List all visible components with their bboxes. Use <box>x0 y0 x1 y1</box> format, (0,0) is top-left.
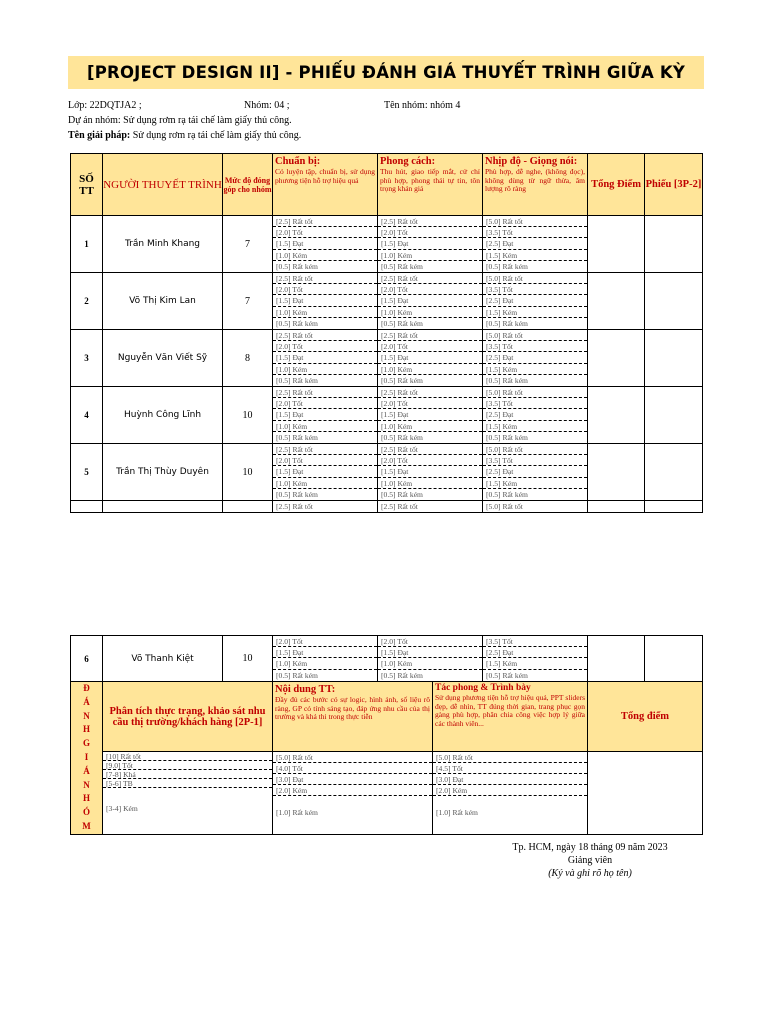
stt-cell: 4 <box>71 387 103 444</box>
option-item[interactable]: [0.5] Rất kém <box>381 432 423 442</box>
option-item[interactable]: [1.0] Kém <box>378 250 482 261</box>
option-item[interactable]: [1.5] Đạt <box>378 238 482 249</box>
presenter-name: Huỳnh Công Lĩnh <box>103 387 223 444</box>
option-item[interactable]: [5.0] Rất tốt <box>483 330 587 341</box>
signature-role: Giảng viên <box>567 855 613 866</box>
option-item[interactable]: [0.5] Rất kém <box>381 318 423 328</box>
option-item[interactable]: [1.5] Đạt <box>273 466 377 477</box>
option-item[interactable]: [2.0] Tốt <box>378 341 482 352</box>
option-item[interactable]: [1.0] Rất kém <box>276 808 318 818</box>
presenter-row <box>71 636 703 682</box>
option-item[interactable]: [2.0] Tốt <box>378 455 482 466</box>
group-evaluation-table <box>70 681 703 835</box>
presenter-row <box>71 273 703 330</box>
option-item[interactable]: [3.5] Tốt <box>483 455 587 466</box>
header-presenter: NGƯỜI THUYẾT TRÌNH <box>103 154 223 216</box>
option-item[interactable]: [0.5] Rất kém <box>486 375 528 385</box>
signature-date: Tp. HCM, ngày 18 tháng 09 năm 2023 <box>512 842 668 853</box>
option-item[interactable]: [5.0] Rất tốt <box>483 273 587 284</box>
option-item[interactable]: [3.5] Tốt <box>483 341 587 352</box>
group-total-cell[interactable] <box>588 752 703 835</box>
presenter-row <box>71 387 703 444</box>
option-item[interactable]: [1.0] Kém <box>273 250 377 261</box>
option-item[interactable]: [3.5] Tốt <box>483 636 587 647</box>
pace-options[interactable] <box>483 444 588 501</box>
stt-cell: 1 <box>71 216 103 273</box>
presenter-row <box>71 216 703 273</box>
option-item[interactable]: [5.0] Rất tốt <box>483 444 587 455</box>
contribution-score: 7 <box>223 273 273 330</box>
option-item[interactable]: [3.5] Tốt <box>483 227 587 238</box>
content-options[interactable] <box>273 752 433 835</box>
stt-cell: 5 <box>71 444 103 501</box>
option-item[interactable]: [2.0] Tốt <box>273 284 377 295</box>
option-item[interactable]: [10] Rất tốt <box>103 752 272 761</box>
option-item[interactable]: [3.5] Tốt <box>483 284 587 295</box>
solution-label: Tên giải pháp: <box>68 130 131 141</box>
option-item[interactable]: [0.5] Rất kém <box>486 432 528 442</box>
presenter-row-partial <box>71 501 703 513</box>
contribution-score: 10 <box>223 387 273 444</box>
option-item[interactable]: [4.0] Tốt <box>273 763 432 774</box>
presenter-name <box>103 501 223 513</box>
contribution-score: 10 <box>223 636 273 682</box>
class-label: Lớp: 22DQTJA2 ; <box>68 100 142 111</box>
presenter-name: Trần Minh Khang <box>103 216 223 273</box>
pace-options[interactable] <box>483 501 588 513</box>
option-item[interactable]: [7-8] Khá <box>103 770 272 779</box>
style-options[interactable] <box>378 330 483 387</box>
option-item[interactable]: [2.5] Rất tốt <box>273 273 377 284</box>
option-item[interactable]: [9.0] Tốt <box>103 761 272 770</box>
option-item[interactable]: [2.5] Đạt <box>483 466 587 477</box>
option-item[interactable]: [2.5] Đạt <box>483 295 587 306</box>
total-cell[interactable] <box>588 501 645 513</box>
option-item[interactable]: [1.5] Kém <box>483 658 587 669</box>
option-item[interactable]: [2.0] Tốt <box>273 455 377 466</box>
style-options[interactable] <box>378 216 483 273</box>
option-item[interactable]: [0.5] Rất kém <box>381 375 423 385</box>
header-analysis: Phân tích thực trạng, khảo sát nhu cầu thị trường/khách hàng [2P-1] <box>103 682 273 752</box>
style-options[interactable] <box>378 501 483 513</box>
header-style: Phong cách: Thu hút, giao tiếp mắt, cử chỉ phù hợp, phong thái tự tin, tôn trọng khán giả <box>378 154 483 216</box>
option-item[interactable]: [4.5] Tốt <box>433 763 587 774</box>
option-item[interactable]: [2.5] Rất tốt <box>378 216 482 227</box>
option-item[interactable]: [1.5] Đạt <box>378 409 482 420</box>
presenter-name: Võ Thị Kim Lan <box>103 273 223 330</box>
option-item[interactable]: [1.0] Kém <box>378 364 482 375</box>
option-item[interactable]: [1.0] Kém <box>273 478 377 489</box>
group-number: Nhóm: 04 ; <box>244 100 290 111</box>
preparation-options[interactable] <box>273 501 378 513</box>
option-item[interactable]: [0.5] Rất kém <box>276 489 318 499</box>
evaluation-table <box>70 153 703 513</box>
option-item[interactable]: [0.5] Rất kém <box>276 375 318 385</box>
presenter-row <box>71 444 703 501</box>
option-item[interactable]: [2.5] Đạt <box>483 647 587 658</box>
contribution-score <box>223 501 273 513</box>
preparation-options[interactable] <box>273 444 378 501</box>
option-item[interactable]: [3.5] Tốt <box>483 398 587 409</box>
presenter-name: Nguyễn Văn Viết Sỹ <box>103 330 223 387</box>
style-options[interactable] <box>378 636 483 682</box>
option-item[interactable]: [3.0] Đạt <box>433 774 587 785</box>
total-cell[interactable] <box>588 636 645 682</box>
option-item[interactable]: [2.5] Rất tốt <box>378 444 482 455</box>
total-cell[interactable] <box>588 444 645 501</box>
presenter-name: Trần Thị Thùy Duyên <box>103 444 223 501</box>
option-item[interactable]: [2.0] Kém <box>273 785 432 796</box>
option-item[interactable]: [2.5] Rất tốt <box>378 330 482 341</box>
option-item[interactable]: [1.0] Kém <box>378 658 482 669</box>
option-item[interactable]: [5.0] Rất tốt <box>486 502 523 511</box>
stt-cell: 6 <box>71 636 103 682</box>
option-item[interactable]: [2.5] Rất tốt <box>276 502 313 511</box>
option-item[interactable]: [2.5] Rất tốt <box>378 273 482 284</box>
analysis-options[interactable] <box>103 752 273 835</box>
ballot-cell[interactable] <box>645 636 703 682</box>
contribution-score: 7 <box>223 216 273 273</box>
header-contribution: Mức độ đóng góp cho nhóm <box>223 154 273 216</box>
option-item[interactable]: [1.0] Kém <box>378 478 482 489</box>
total-cell[interactable] <box>588 273 645 330</box>
total-cell[interactable] <box>588 216 645 273</box>
option-item[interactable]: [0.5] Rất kém <box>276 261 318 271</box>
option-item[interactable]: [2.5] Rất tốt <box>273 444 377 455</box>
option-item[interactable]: [2.5] Rất tốt <box>273 330 377 341</box>
evaluation-table-continued <box>70 635 703 682</box>
option-item[interactable]: [1.0] Kém <box>378 421 482 432</box>
stt-cell: 3 <box>71 330 103 387</box>
ballot-cell[interactable] <box>645 387 703 444</box>
header-group-total: Tổng điểm <box>588 682 703 752</box>
option-item[interactable]: [1.0] Rất kém <box>436 808 478 818</box>
option-item[interactable]: [1.0] Kém <box>378 307 482 318</box>
option-item[interactable]: [0.5] Rất kém <box>381 489 423 499</box>
header-content: Nội dung TT: Đầy đủ các bước có sự logic, hình ảnh, số liệu rõ ràng, GP có tính sáng tạo, đáp ứng nhu cầu của thị trường và khả thi trong thực tiễn <box>273 682 433 752</box>
option-item[interactable]: [0.5] Rất kém <box>486 318 528 328</box>
header-stt: SỐ TT <box>71 154 103 216</box>
option-item[interactable]: [0.5] Rất kém <box>486 261 528 271</box>
group-eval-vertical-label: Đ Á N H G I Á N H Ó M <box>71 682 103 835</box>
option-item[interactable]: [1.0] Kém <box>273 421 377 432</box>
header-total: Tổng Điểm <box>588 154 645 216</box>
preparation-options[interactable] <box>273 273 378 330</box>
option-item[interactable]: [3.0] Đạt <box>273 774 432 785</box>
total-cell[interactable] <box>588 330 645 387</box>
group-header-row <box>71 682 703 752</box>
total-cell[interactable] <box>588 387 645 444</box>
manner-options[interactable] <box>433 752 588 835</box>
option-item[interactable]: [0.5] Rất kém <box>276 318 318 328</box>
option-item[interactable]: [0.5] Rất kém <box>381 670 423 680</box>
contribution-score: 8 <box>223 330 273 387</box>
option-item[interactable]: [1.5] Kém <box>483 364 587 375</box>
contribution-score: 10 <box>223 444 273 501</box>
option-item[interactable]: [1.5] Kém <box>483 478 587 489</box>
option-item[interactable]: [2.5] Đạt <box>483 352 587 363</box>
option-item[interactable]: [2.5] Rất tốt <box>273 387 377 398</box>
group-project: Dự án nhóm: Sử dụng rơm rạ tái chế làm giấy thủ công. <box>68 115 292 126</box>
option-item[interactable]: [1.5] Đạt <box>273 238 377 249</box>
option-item[interactable]: [1.0] Kém <box>273 364 377 375</box>
option-item[interactable]: [1.5] Đạt <box>273 352 377 363</box>
ballot-cell[interactable] <box>645 444 703 501</box>
solution-name <box>68 130 301 141</box>
pace-options[interactable] <box>483 330 588 387</box>
presenter-name: Võ Thanh Kiệt <box>103 636 223 682</box>
preparation-options[interactable] <box>273 387 378 444</box>
stt-cell: 2 <box>71 273 103 330</box>
pace-options[interactable] <box>483 636 588 682</box>
option-item[interactable]: [0.5] Rất kém <box>486 489 528 499</box>
solution-value: Sử dụng rơm rạ tái chế làm giấy thủ công. <box>130 130 302 141</box>
option-item[interactable]: [2.0] Tốt <box>378 227 482 238</box>
option-item[interactable]: [2.0] Tốt <box>378 284 482 295</box>
signature-note: (Ký và ghi rõ họ tên) <box>548 868 632 879</box>
preparation-options[interactable] <box>273 636 378 682</box>
group-options-row <box>71 752 703 835</box>
option-item[interactable]: [2.0] Kém <box>433 785 587 796</box>
option-item[interactable]: [1.5] Đạt <box>273 295 377 306</box>
option-item[interactable]: [5.0] Rất tốt <box>483 387 587 398</box>
option-item[interactable]: [2.0] Tốt <box>273 227 377 238</box>
option-item[interactable]: [2.0] Tốt <box>273 636 377 647</box>
option-item[interactable]: [2.0] Tốt <box>273 398 377 409</box>
stt-cell <box>71 501 103 513</box>
header-ballot: Phiếu [3P-2] <box>645 154 703 216</box>
preparation-options[interactable] <box>273 216 378 273</box>
group-name: Tên nhóm: nhóm 4 <box>384 100 461 111</box>
ballot-cell[interactable] <box>645 501 703 513</box>
option-item[interactable]: [1.5] Đạt <box>378 295 482 306</box>
option-item[interactable]: [1.5] Đạt <box>378 466 482 477</box>
class-info-line <box>68 100 142 111</box>
option-item[interactable]: [1.5] Kém <box>483 250 587 261</box>
header-row <box>71 154 703 216</box>
option-item[interactable]: [2.0] Tốt <box>378 636 482 647</box>
option-item[interactable]: [3-4] Kém <box>106 804 138 814</box>
header-preparation: Chuẩn bị: Có luyện tập, chuẩn bị, sử dụng phương tiện hỗ trợ hiệu quả <box>273 154 378 216</box>
page-title: [PROJECT DESIGN II] - PHIẾU ĐÁNH GIÁ THUYẾT TRÌNH GIỮA KỲ <box>68 56 704 89</box>
option-item[interactable]: [2.5] Rất tốt <box>381 502 418 511</box>
style-options[interactable] <box>378 444 483 501</box>
option-item[interactable]: [1.0] Kém <box>273 658 377 669</box>
option-item[interactable]: [2.5] Rất tốt <box>273 216 377 227</box>
option-item[interactable]: [1.0] Kém <box>273 307 377 318</box>
option-item[interactable]: [2.5] Đạt <box>483 238 587 249</box>
option-item[interactable]: [1.5] Đạt <box>273 409 377 420</box>
option-item[interactable]: [1.5] Kém <box>483 307 587 318</box>
option-item[interactable]: [2.0] Tốt <box>273 341 377 352</box>
option-item[interactable]: [0.5] Rất kém <box>486 670 528 680</box>
option-item[interactable]: [2.5] Đạt <box>483 409 587 420</box>
header-pace-voice: Nhịp độ - Giọng nói: Phù hợp, dễ nghe, (không đọc), không dùng từ ngữ thừa, âm lượng rõ ràng <box>483 154 588 216</box>
pace-options[interactable] <box>483 216 588 273</box>
option-item[interactable]: [1.5] Đạt <box>378 352 482 363</box>
option-item[interactable]: [2.5] Rất tốt <box>378 387 482 398</box>
ballot-cell[interactable] <box>645 273 703 330</box>
pace-options[interactable] <box>483 387 588 444</box>
ballot-cell[interactable] <box>645 216 703 273</box>
style-options[interactable] <box>378 387 483 444</box>
option-item[interactable]: [5.0] Rất tốt <box>273 752 432 763</box>
option-item[interactable]: [1.5] Đạt <box>273 647 377 658</box>
option-item[interactable]: [0.5] Rất kém <box>381 261 423 271</box>
preparation-options[interactable] <box>273 330 378 387</box>
option-item[interactable]: [5.0] Rất tốt <box>433 752 587 763</box>
pace-options[interactable] <box>483 273 588 330</box>
option-item[interactable]: [1.5] Kém <box>483 421 587 432</box>
option-item[interactable]: [1.5] Đạt <box>378 647 482 658</box>
header-manner: Tác phong & Trình bày Sử dụng phương tiện hỗ trợ hiệu quả, PPT sliders đẹp, dễ nhìn, TT đúng thời gian, trang phục gọn gàng phù hợp, phân chia công việc hợp lý giữa các thành viên... <box>433 682 588 752</box>
option-item[interactable]: [0.5] Rất kém <box>276 670 318 680</box>
presenter-row <box>71 330 703 387</box>
option-item[interactable]: [5-6] TB <box>103 779 272 788</box>
ballot-cell[interactable] <box>645 330 703 387</box>
option-item[interactable]: [0.5] Rất kém <box>276 432 318 442</box>
style-options[interactable] <box>378 273 483 330</box>
option-item[interactable]: [2.0] Tốt <box>378 398 482 409</box>
option-item[interactable]: [5.0] Rất tốt <box>483 216 587 227</box>
